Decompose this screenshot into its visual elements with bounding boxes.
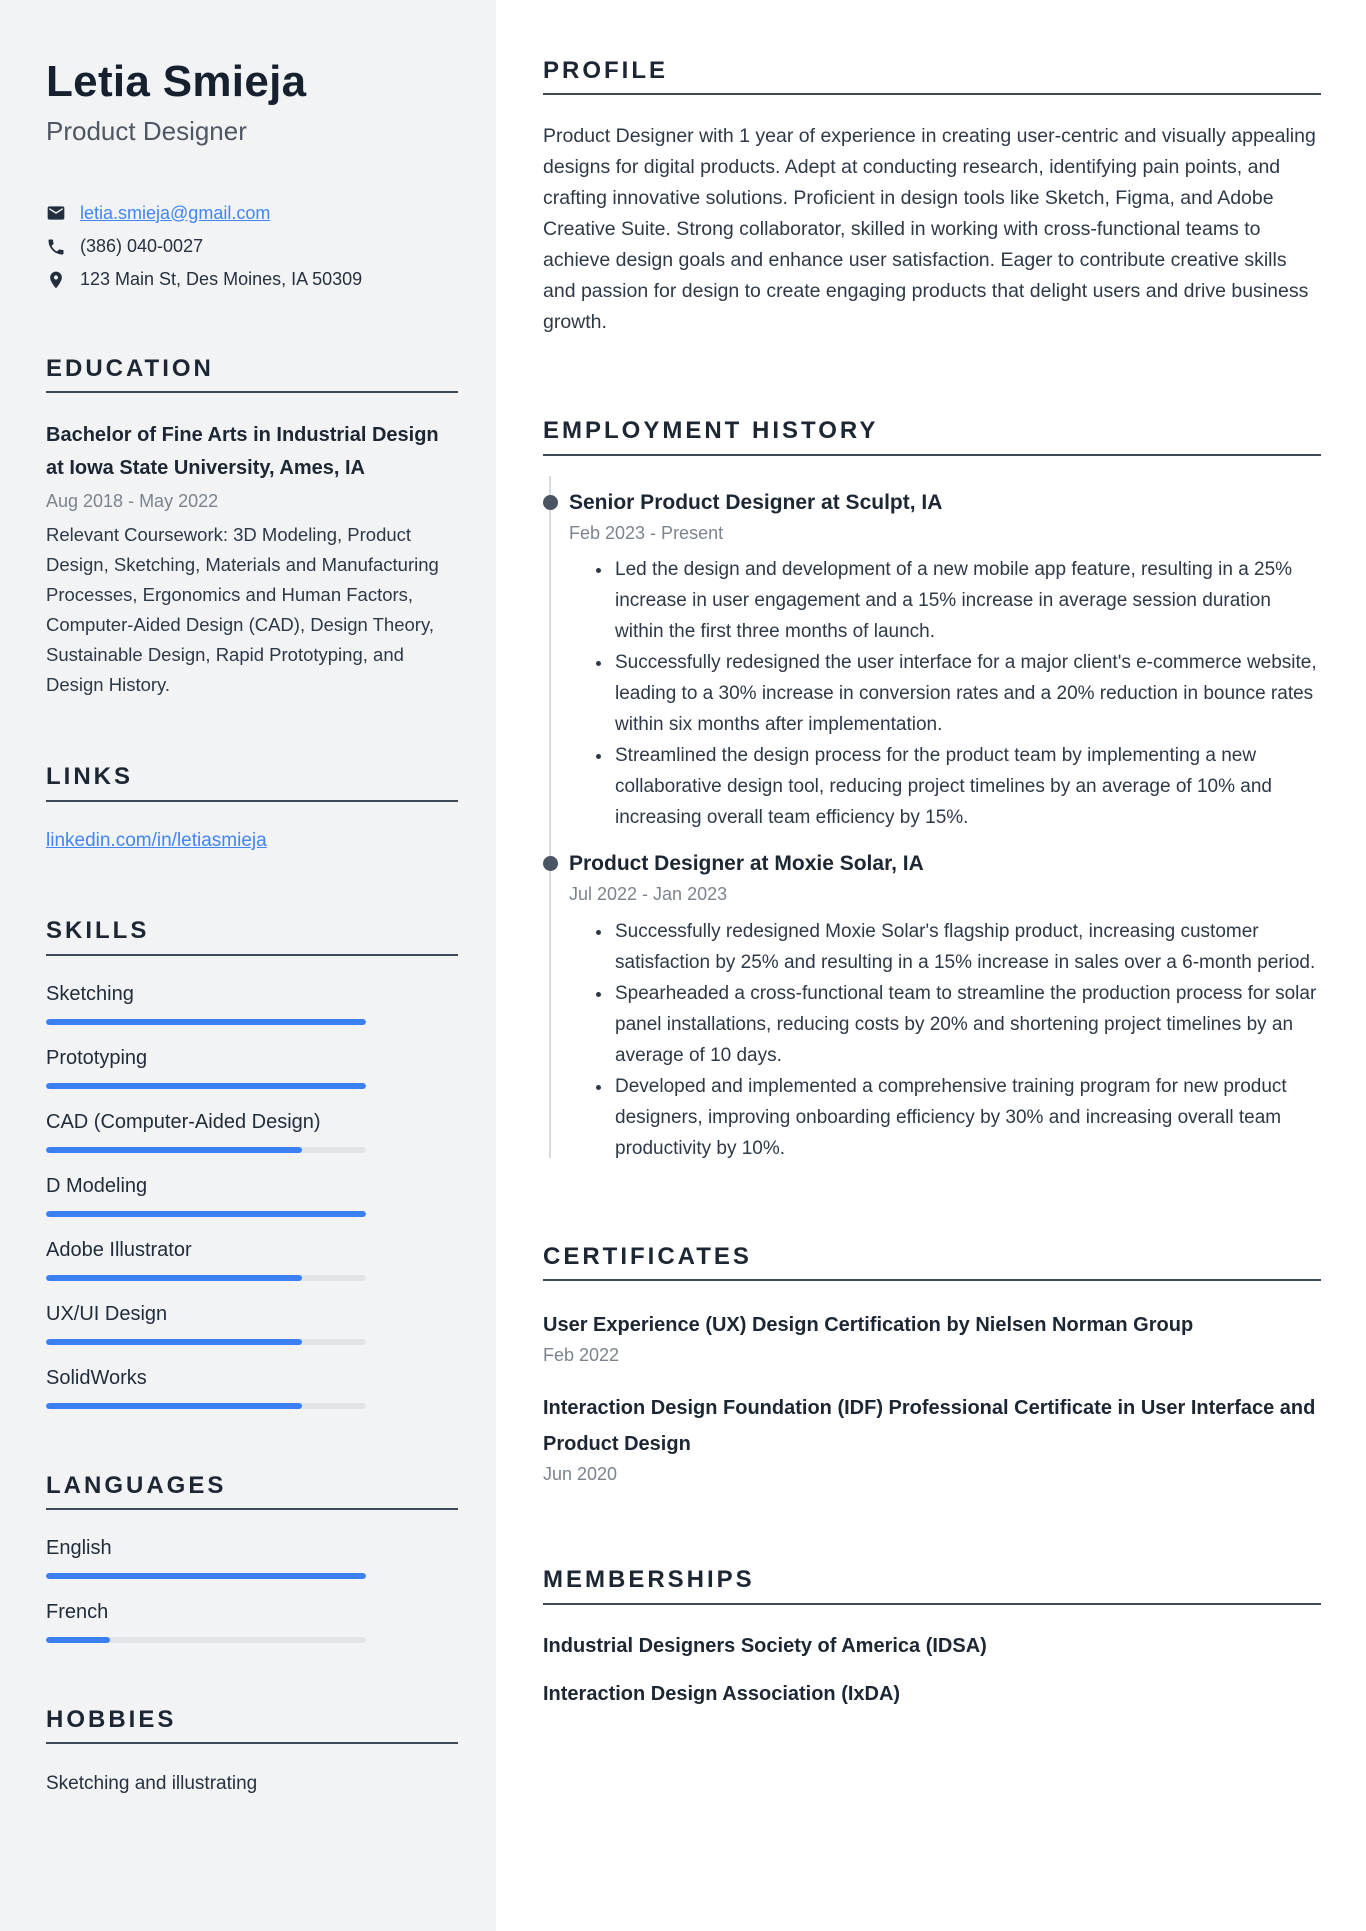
contact-email-row — [46, 202, 458, 225]
phone-icon — [46, 237, 66, 257]
skills-section — [46, 918, 458, 1408]
membership-entry: Industrial Designers Society of America (IDSA) — [543, 1634, 987, 1657]
job-bullet: • Successfully redesigned Moxie Solar's flagship product, increasing customer satisfaction by 25% and resulting in a 15% increase in sales over a 6-month period. — [613, 916, 1321, 978]
skill-item — [46, 1366, 458, 1409]
skill-progress-bar — [46, 1147, 302, 1153]
skill-item — [46, 1174, 458, 1217]
skill-label: Sketching — [46, 982, 134, 1005]
skill-progress-bar — [46, 1083, 366, 1089]
skill-label: SolidWorks — [46, 1366, 147, 1389]
job-bullet: • Developed and implemented a comprehensive training program for new product designers, improving onboarding efficiency by 30% and increasing overall team productivity by 10%. — [613, 1071, 1321, 1164]
education-dates: Aug 2018 - May 2022 — [46, 491, 219, 512]
skill-progress-track — [46, 1403, 366, 1409]
profile-heading: PROFILE — [543, 58, 1321, 95]
linkedin-link[interactable]: linkedin.com/in/letiasmieja — [46, 829, 267, 851]
skill-label: D Modeling — [46, 1174, 148, 1197]
skill-item — [46, 1046, 458, 1089]
employment-heading: EMPLOYMENT HISTORY — [543, 418, 1321, 455]
education-description: Relevant Coursework: 3D Modeling, Product Design, Sketching, Materials and Manufacturing Processes, Ergonomics and Human Factors, Computer-Aided Design (CAD), Design Theory, Sustainable Design, Rapid Prototyping, and Design History. — [46, 524, 439, 696]
job-title: Product Designer at Moxie Solar, IA — [569, 852, 924, 876]
job-bullet: • Successfully redesigned the user interface for a major client's e-commerce website, leading to a 30% increase in conversion rates and a 20% reduction in bounce rates within six months after implementation. — [613, 647, 1321, 740]
employment-section — [543, 418, 1321, 1163]
skill-item — [46, 982, 458, 1025]
job-bullet: • Spearheaded a cross-functional team to streamline the production process for solar panel installations, reducing costs by 20% and shortening project timelines by an average of 10 days. — [613, 978, 1321, 1071]
skill-progress-bar — [46, 1403, 302, 1409]
sidebar — [0, 0, 496, 1931]
links-heading: LINKS — [46, 764, 458, 801]
job-bullet-list — [569, 554, 1321, 833]
language-progress-track — [46, 1637, 366, 1643]
list-item — [46, 828, 458, 855]
skill-progress-track — [46, 1211, 366, 1217]
education-section — [46, 356, 458, 701]
certificate-date: Jun 2020 — [543, 1464, 618, 1485]
skill-progress-bar — [46, 1275, 302, 1281]
skill-label: CAD (Computer-Aided Design) — [46, 1110, 321, 1133]
skill-item — [46, 1302, 458, 1345]
timeline-dot — [543, 495, 558, 510]
location-icon — [46, 270, 66, 290]
skill-label: Adobe Illustrator — [46, 1238, 192, 1261]
language-item — [46, 1536, 458, 1579]
contact-block — [46, 202, 458, 292]
timeline-dot — [543, 856, 558, 871]
language-progress-bar — [46, 1573, 366, 1579]
job-dates: Jul 2022 - Jan 2023 — [569, 884, 728, 905]
language-progress-bar — [46, 1637, 110, 1643]
email-icon — [46, 203, 66, 223]
memberships-heading: MEMBERSHIPS — [543, 1567, 1321, 1604]
email-link[interactable]: letia.smieja@gmail.com — [80, 202, 271, 223]
address-text: 123 Main St, Des Moines, IA 50309 — [80, 269, 363, 290]
job-dates: Feb 2023 - Present — [569, 523, 724, 544]
skill-label: UX/UI Design — [46, 1302, 168, 1325]
job-bullet-list — [569, 916, 1321, 1164]
language-item — [46, 1600, 458, 1643]
hobbies-section — [46, 1707, 458, 1799]
education-heading: EDUCATION — [46, 356, 458, 393]
membership-entry: Interaction Design Association (IxDA) — [543, 1682, 901, 1705]
hobby-text: Sketching and illustrating — [46, 1773, 258, 1795]
job-title: Senior Product Designer at Sculpt, IA — [569, 490, 943, 514]
contact-address-row — [46, 268, 458, 291]
skill-progress-track — [46, 1275, 366, 1281]
certificate-entry — [543, 1390, 1321, 1487]
skill-progress-bar — [46, 1339, 302, 1345]
profile-text: Product Designer with 1 year of experience in creating user-centric and visually appealing designs for digital products. Adept at conducting research, identifying pain points, and crafting innovative solutions. Proficient in design tools like Sketch, Figma, and Adobe Creative Suite. Strong collaborator, skilled in working with cross-functional teams to achieve design goals and enhance user satisfaction. Eager to contribute creative skills and passion for design to create engaging products that delight users and drive business growth. — [543, 125, 1316, 334]
job-bullet: • Streamlined the design process for the product team by implementing a new collaborative design tool, reducing project timelines by an average of 10% and increasing overall team efficiency by 15%. — [613, 740, 1321, 833]
language-label: English — [46, 1537, 112, 1560]
skill-item — [46, 1110, 458, 1153]
employment-timeline — [543, 490, 1321, 1164]
certificate-entry — [543, 1307, 1321, 1368]
skill-item — [46, 1238, 458, 1281]
phone-number: (386) 040-0027 — [80, 235, 204, 256]
skill-progress-track — [46, 1083, 366, 1089]
hobbies-heading: HOBBIES — [46, 1707, 458, 1744]
candidate-name: Letia Smieja — [46, 57, 307, 106]
skill-progress-track — [46, 1339, 366, 1345]
job-bullet: • Led the design and development of a new mobile app feature, resulting in a 25% increase in user engagement and a 15% increase in average session duration within the first three months of launch. — [613, 554, 1321, 647]
certificate-title: Interaction Design Foundation (IDF) Professional Certificate in User Interface and Product Design — [543, 1397, 1316, 1456]
skill-progress-bar — [46, 1211, 366, 1217]
certificates-heading: CERTIFICATES — [543, 1244, 1321, 1281]
main-column — [496, 0, 1366, 1931]
language-progress-track — [46, 1573, 366, 1579]
language-label: French — [46, 1601, 109, 1624]
candidate-title: Product Designer — [46, 116, 247, 147]
education-degree: Bachelor of Fine Arts in Industrial Design at Iowa State University, Ames, IA — [46, 424, 439, 480]
memberships-section — [543, 1567, 1321, 1708]
certificate-title: User Experience (UX) Design Certification by Nielsen Norman Group — [543, 1314, 1194, 1337]
skill-progress-bar — [46, 1019, 366, 1025]
contact-phone-row — [46, 235, 458, 258]
certificate-date: Feb 2022 — [543, 1345, 620, 1366]
skills-heading: SKILLS — [46, 918, 458, 955]
skill-progress-track — [46, 1019, 366, 1025]
links-section — [46, 764, 458, 854]
certificates-section — [543, 1244, 1321, 1488]
job-entry — [543, 490, 1321, 833]
skill-progress-track — [46, 1147, 366, 1153]
profile-section — [543, 58, 1321, 338]
languages-section — [46, 1473, 458, 1643]
job-entry — [543, 851, 1321, 1163]
skill-label: Prototyping — [46, 1046, 148, 1069]
languages-heading: LANGUAGES — [46, 1473, 458, 1510]
